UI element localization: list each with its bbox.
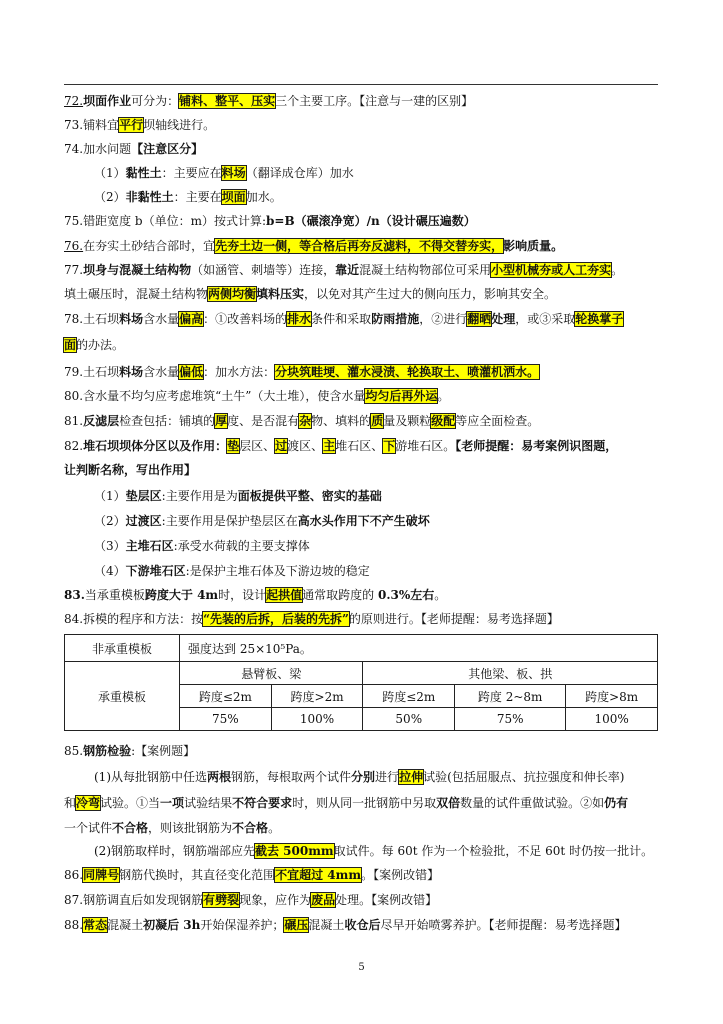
page-number: 5 bbox=[358, 962, 365, 973]
table-cell: 悬臂板、梁 bbox=[180, 662, 363, 685]
item-85-2: (2)钢筋取样时，钢筋端部应先截去 500mm取试件。每 60t 作为一个检验批，不足 60t 时仍按一批计。 bbox=[94, 844, 654, 858]
table-cell: 跨度>2m bbox=[271, 685, 363, 708]
item-77: 77.坝身与混凝土结构物（如涵管、刺墙等）连接，靠近混凝土结构物部位可采用小型机械夯或人工夯实。 bbox=[64, 263, 624, 277]
item-74: 74.加水问题【注意区分】 bbox=[64, 142, 204, 156]
item-88: 88.常态混凝土初凝后 3h开始保湿养护；碾压混凝土收仓后尽早开始喷雾养护。【老师提醒：易考选择题】 bbox=[64, 918, 627, 932]
item-72: 72.坝面作业可分为：铺料、整平、压实三个主要工序。【注意与一建的区别】 bbox=[64, 94, 474, 108]
table-row bbox=[65, 662, 658, 685]
table-cell: 75% bbox=[180, 708, 272, 731]
item-78: 78.土石坝料场含水量偏高：①改善料场的排水条件和采取防雨措施，②进行翻晒处理，或③采取轮换掌子 bbox=[64, 312, 624, 326]
item-82-cont: 让判断名称，写出作用】 bbox=[64, 463, 197, 477]
item-82-3: （3）主堆石区:承受水荷载的主要支撑体 bbox=[94, 539, 310, 553]
item-85-1-cont2: 一个试件不合格，则该批钢筋为不合格。 bbox=[64, 821, 281, 835]
table-cell: 100% bbox=[566, 708, 658, 731]
item-85: 85.钢筋检验:【案例题】 bbox=[64, 744, 196, 758]
table-cell: 非承重模板 bbox=[65, 635, 180, 662]
item-81: 81.反滤层检查包括：铺填的厚度、是否混有杂物、填料的质量及颗粒级配等应全面检查。 bbox=[64, 414, 540, 428]
header-rule bbox=[64, 84, 658, 85]
item-86: 86.同牌号钢筋代换时，其直径变化范围不宜超过 4mm。【案例改错】 bbox=[64, 868, 440, 882]
table-cell: 100% bbox=[271, 708, 363, 731]
item-84: 84.拆模的程序和方法：按“先装的后拆，后装的先拆”的原则进行。【老师提醒：易考选择题】 bbox=[64, 612, 559, 626]
table-cell: 50% bbox=[363, 708, 455, 731]
table-cell: 75% bbox=[455, 708, 566, 731]
table-cell: 强度达到 25×10⁵Pa。 bbox=[180, 635, 658, 662]
item-82-1: （1）垫层区:主要作用是为面板提供平整、密实的基础 bbox=[94, 489, 382, 503]
item-82: 82.堆石坝坝体分区以及作用：垫层区、过渡区、主堆石区、下游堆石区。【老师提醒：易考案例识图题， bbox=[64, 439, 618, 453]
item-87: 87.钢筋调直后如发现钢筋有劈裂现象，应作为废品处理。【案例改错】 bbox=[64, 893, 438, 907]
table-cell: 承重模板 bbox=[65, 662, 180, 731]
item-77-cont: 填土碾压时，混凝土结构物两侧均衡填料压实，以免对其产生过大的侧向压力，影响其安全。 bbox=[64, 287, 557, 301]
item-85-1-cont: 和冷弯试验。①当一项试验结果不符合要求时，则从同一批钢筋中另取双倍数量的试件重做试验。②如仍有 bbox=[64, 796, 629, 810]
table-row bbox=[65, 635, 658, 662]
item-83: 83.当承重模板跨度大于 4m时，设计起拱值通常取跨度的 0.3%左右。 bbox=[64, 588, 447, 602]
item-85-1: (1)从每批钢筋中任选两根钢筋，每根取两个试件分别进行拉伸试验(包括屈服点、抗拉强度和伸长率) bbox=[94, 770, 625, 784]
item-75: 75.错距宽度 b（单位：m）按式计算:b=B（碾滚净宽）/n（设计碾压遍数） bbox=[64, 214, 476, 228]
table-cell: 跨度≤2m bbox=[363, 685, 455, 708]
item-73: 73.铺料宜平行坝轴线进行。 bbox=[64, 118, 216, 132]
item-74-2: （2）非黏性土：主要在坝面加水。 bbox=[94, 190, 282, 204]
table-cell: 跨度>8m bbox=[566, 685, 658, 708]
item-78-cont: 面的办法。 bbox=[64, 338, 125, 352]
item-82-4: （4）下游堆石区:是保护主堆石体及下游边坡的稳定 bbox=[94, 564, 370, 578]
item-74-1: （1）黏性土：主要应在料场（翻译成仓库）加水 bbox=[94, 166, 354, 180]
item-82-2: （2）过渡区:主要作用是保护垫层区在高水头作用下不产生破坏 bbox=[94, 514, 430, 528]
item-76: 76.在夯实土砂结合部时，宜先夯土边一侧，等合格后再夯反滤料，不得交替夯实，影响质量。 bbox=[64, 239, 564, 253]
table-cell: 跨度 2~8m bbox=[455, 685, 566, 708]
formwork-removal-table bbox=[64, 634, 658, 731]
table-cell: 其他梁、板、拱 bbox=[363, 662, 658, 685]
table-cell: 跨度≤2m bbox=[180, 685, 272, 708]
item-79: 79.土石坝料场含水量偏低：加水方法：分块筑畦埂、灌水浸渍、轮换取土、喷灌机洒水。 bbox=[64, 365, 540, 379]
item-80: 80.含水量不均匀应考虑堆筑“土牛”（大土堆），使含水量均匀后再外运。 bbox=[64, 389, 450, 403]
